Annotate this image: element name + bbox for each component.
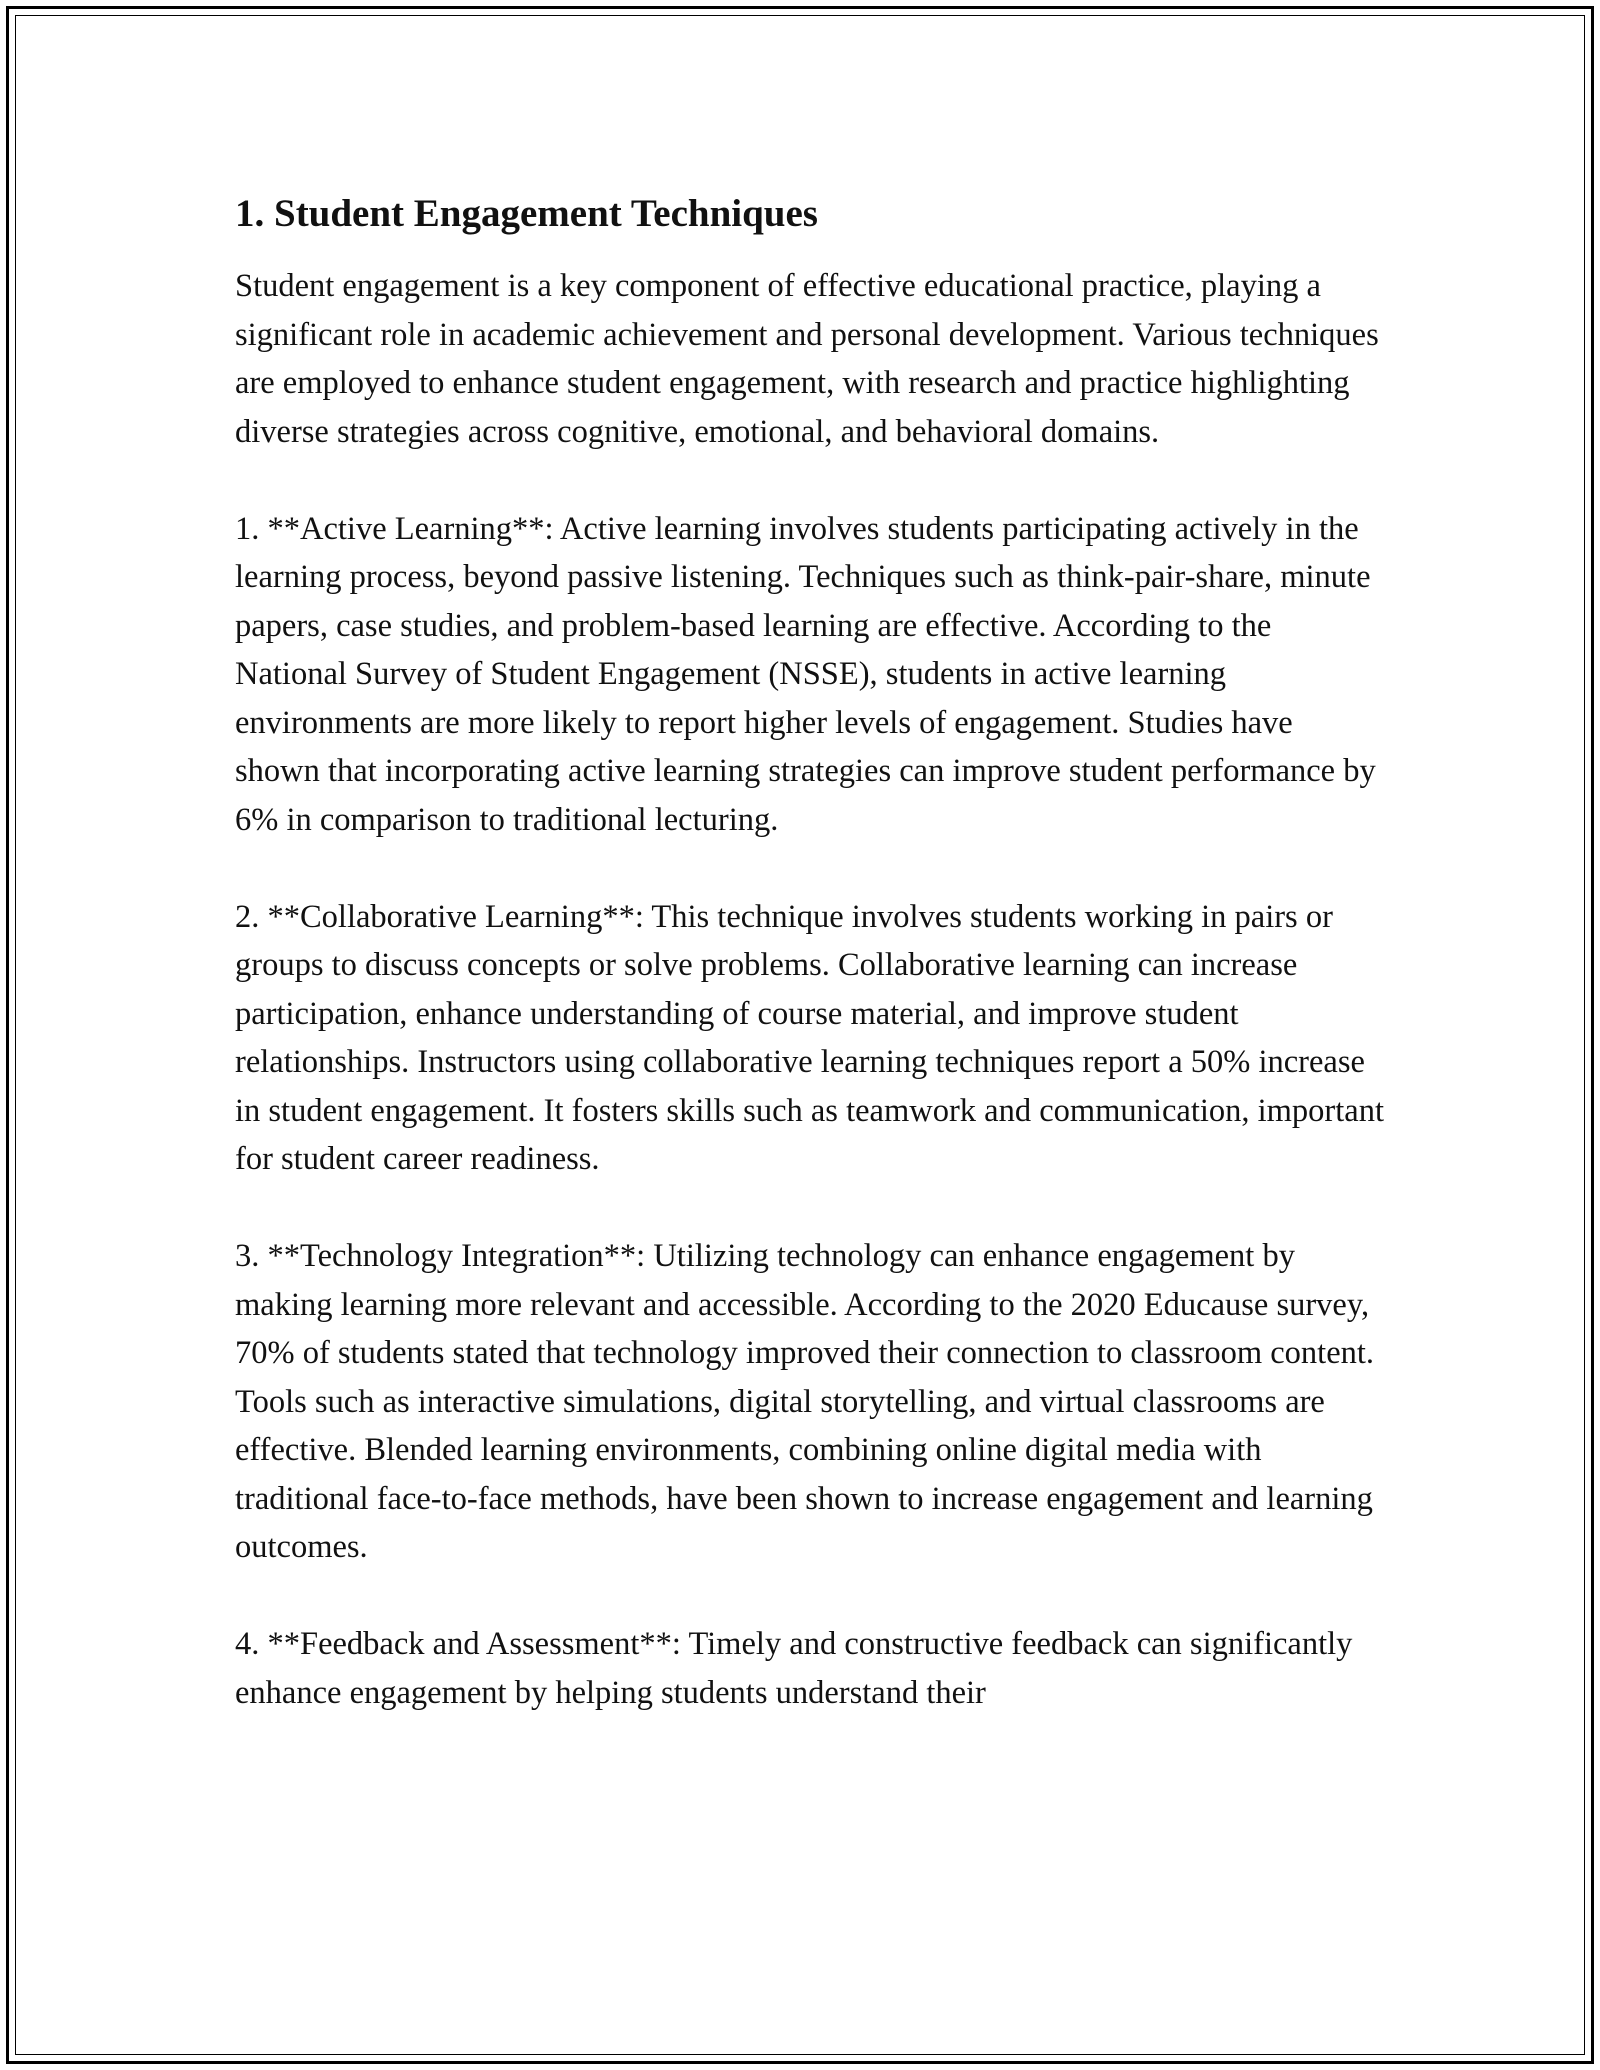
- document-body: [235, 186, 1385, 1717]
- active-learning-paragraph: 1. **Active Learning**: Active learning involves students participating actively in the learning process, beyond passive listening. Techniques such as think-pair-share, minute papers, case studies, and problem-based learning are effective. According to the National Survey of Student Engagement (NSSE), students in active learning environments are more likely to report higher levels of engagement. Studies have shown that incorporating active learning strategies can improve student performance by 6% in comparison to traditional lecturing.: [235, 510, 1376, 838]
- section-heading: 1. Student Engagement Techniques: [235, 192, 818, 235]
- feedback-assessment-paragraph: 4. **Feedback and Assessment**: Timely and constructive feedback can significantly enhance engagement by helping students understand their: [235, 1626, 1353, 1711]
- collaborative-learning-paragraph: 2. **Collaborative Learning**: This technique involves students working in pairs or groups to discuss concepts or solve problems. Collaborative learning can increase participation, enhance understanding of course material, and improve student relationships. Instructors using collaborative learning techniques report a 50% increase in student engagement. It fosters skills such as teamwork and communication, important for student career readiness.: [235, 898, 1384, 1177]
- intro-paragraph: Student engagement is a key component of effective educational practice, playing a significant role in academic achievement and personal development. Various techniques are employed to enhance student engagement, with research and practice highlighting diverse strategies across cognitive, emotional, and behavioral domains.: [235, 268, 1379, 450]
- technology-integration-paragraph: 3. **Technology Integration**: Utilizing technology can enhance engagement by making learning more relevant and accessible. According to the 2020 Educause survey, 70% of students stated that technology improved their connection to classroom content. Tools such as interactive simulations, digital storytelling, and virtual classrooms are effective. Blended learning environments, combining online digital media with traditional face-to-face methods, have been shown to increase engagement and learning outcomes.: [235, 1238, 1375, 1565]
